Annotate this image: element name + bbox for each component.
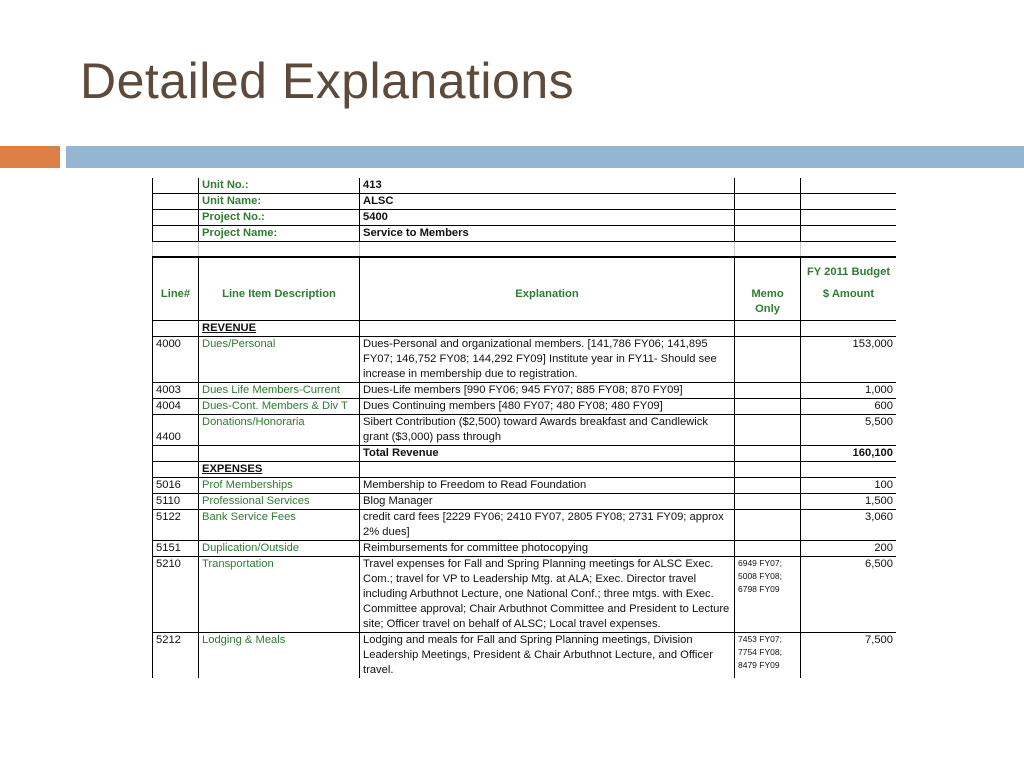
unit-name-label: Unit Name: [199,194,360,210]
line-explanation: Reimbursements for committee photocopying [360,541,735,557]
line-number: 5016 [153,478,199,494]
line-number: 5110 [153,494,199,510]
memo-line: 6949 FY07; [738,558,782,568]
total-revenue-amount: 160,100 [801,446,897,462]
line-amount: 600 [801,399,897,415]
expenses-heading-row [153,462,897,478]
project-no-label: Project No.: [199,210,360,226]
line-amount: 153,000 [801,337,897,383]
line-number: 5212 [153,633,199,679]
accent-bar-orange [0,146,60,168]
project-no-value: 5400 [360,210,735,226]
line-description: Dues-Cont. Members & Div T [199,399,360,415]
slide-title: Detailed Explanations [80,53,575,109]
line-description: Donations/Honoraria [199,415,360,446]
line-explanation: Lodging and meals for Fall and Spring Planning meetings, Division Leadership Meetings, President & Chair Arbuthnot Lecture, and Officer travel. [360,633,735,679]
line-amount: 6,500 [801,557,897,633]
total-revenue-label: Total Revenue [360,446,735,462]
line-explanation: Sibert Contribution ($2,500) toward Awards breakfast and Candlewick grant ($3,000) pass through [360,415,735,446]
line-description: Dues Life Members-Current [199,383,360,399]
line-description: Lodging & Meals [199,633,360,679]
line-description: Bank Service Fees [199,510,360,541]
line-memo [735,510,801,541]
table-row [153,383,897,399]
revenue-heading-row [153,321,897,337]
col-amount: $ Amount [801,287,897,321]
line-amount: 7,500 [801,633,897,679]
column-header-row [153,287,897,321]
line-number: 4400 [153,415,199,446]
project-name-row [153,226,897,242]
table-row [153,557,897,633]
col-desc: Line Item Description [199,287,360,321]
line-explanation: Dues-Personal and organizational members. [141,786 FY06; 141,895 FY07; 146,752 FY08; 144,292 FY09] Institute year in FY11- Should see increase in membership due to registration. [360,337,735,383]
revenue-heading: REVENUE [199,321,360,337]
line-number: 5122 [153,510,199,541]
line-amount: 1,000 [801,383,897,399]
fy-budget-header: FY 2011 Budget [801,257,897,287]
line-explanation: credit card fees [2229 FY06; 2410 FY07, 2805 FY08; 2731 FY09; approx 2% dues] [360,510,735,541]
memo-line: 8479 FY09 [738,660,780,670]
line-amount: 1,500 [801,494,897,510]
line-explanation: Travel expenses for Fall and Spring Planning meetings for ALSC Exec. Com.; travel for VP to Leadership Mtg. at ALA; Exec. Director travel including Arbuthnot Lecture, one National Conf.; three mtgs. with Exec. Committee approval; Chair Arbuthnot Committee and President to Lecture site; Officer travel on behalf of ALSC; Local travel expenses. [360,557,735,633]
line-memo [735,337,801,383]
table-row [153,399,897,415]
budget-label-row [153,257,897,287]
project-name-value: Service to Members [360,226,735,242]
line-number: 4003 [153,383,199,399]
line-description: Prof Memberships [199,478,360,494]
unit-no-row [153,178,897,194]
line-explanation: Membership to Freedom to Read Foundation [360,478,735,494]
table-row [153,633,897,679]
line-memo [735,415,801,446]
memo-line: 6798 FY09 [738,584,780,594]
line-memo [735,494,801,510]
expenses-heading: EXPENSES [199,462,360,478]
table-row [153,541,897,557]
line-description: Professional Services [199,494,360,510]
line-explanation: Dues Continuing members [480 FY07; 480 FY08; 480 FY09] [360,399,735,415]
line-amount: 100 [801,478,897,494]
table-row [153,510,897,541]
line-description: Transportation [199,557,360,633]
line-amount: 3,060 [801,510,897,541]
line-number: 4004 [153,399,199,415]
memo-line: 5008 FY08; [738,571,782,581]
unit-name-row [153,194,897,210]
budget-spreadsheet [152,178,896,684]
line-amount: 5,500 [801,415,897,446]
line-memo [735,478,801,494]
table-row [153,415,897,446]
line-amount: 200 [801,541,897,557]
project-name-label: Project Name: [199,226,360,242]
budget-table [152,178,896,678]
line-description: Dues/Personal [199,337,360,383]
memo-line: 7754 FY08; [738,647,782,657]
line-memo [735,383,801,399]
total-revenue-row [153,446,897,462]
table-row [153,337,897,383]
line-explanation: Dues-Life members [990 FY06; 945 FY07; 885 FY08; 870 FY09] [360,383,735,399]
col-explanation: Explanation [360,287,735,321]
col-line: Line# [153,287,199,321]
memo-line: 7453 FY07; [738,634,782,644]
project-no-row [153,210,897,226]
line-explanation: Blog Manager [360,494,735,510]
line-memo [735,399,801,415]
accent-bar-blue [66,146,1024,168]
line-number: 5151 [153,541,199,557]
unit-no-label: Unit No.: [199,178,360,194]
line-memo [735,633,801,679]
unit-no-value: 413 [360,178,735,194]
spacer-row [153,242,897,257]
line-memo [735,541,801,557]
line-memo [735,557,801,633]
table-row [153,494,897,510]
line-number: 4000 [153,337,199,383]
unit-name-value: ALSC [360,194,735,210]
table-row [153,478,897,494]
line-number: 5210 [153,557,199,633]
line-description: Duplication/Outside [199,541,360,557]
col-memo: Memo Only [735,287,801,321]
